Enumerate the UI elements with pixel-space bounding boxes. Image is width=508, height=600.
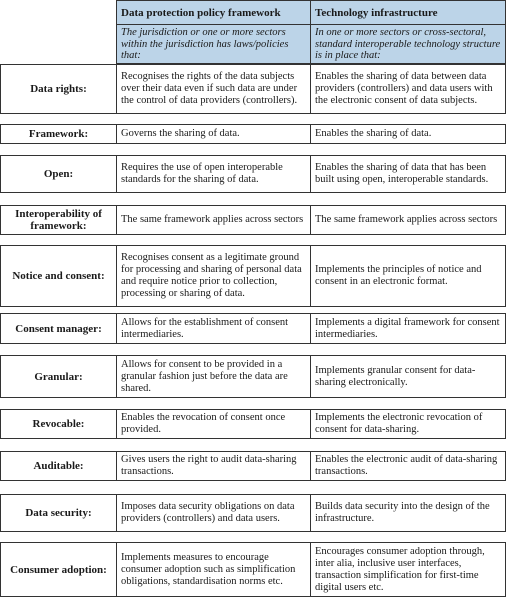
tech-cell: Implements the principles of notice and consent in an electronic format. — [310, 245, 506, 307]
table-row — [0, 124, 506, 144]
col1-subtitle: The jurisdiction or one or more sectors within the jurisdiction has laws/policies that: — [116, 24, 311, 64]
row-label: Revocable: — [0, 409, 117, 439]
row-label: Consumer adoption: — [0, 542, 117, 597]
col2-title: Technology infrastructure — [310, 0, 506, 25]
row-label: Auditable: — [0, 451, 117, 481]
row-label: Data rights: — [0, 64, 117, 114]
row-label: Data security: — [0, 494, 117, 532]
tech-cell: Enables the sharing of data that has been built using open, interoperable standards. — [310, 155, 506, 193]
policy-cell: Recognises consent as a legitimate ground for processing and sharing of personal data and require notice prior to collection, processing or sharing of data. — [116, 245, 311, 307]
tech-cell: Implements granular consent for data-sharing electronically. — [310, 355, 506, 398]
row-label: Interoperability of framework: — [0, 205, 117, 235]
row-label: Open: — [0, 155, 117, 193]
tech-cell: Implements the electronic revocation of consent for data-sharing. — [310, 409, 506, 439]
table-row — [0, 409, 506, 439]
policy-cell: Gives users the right to audit data-sharing transactions. — [116, 451, 311, 481]
table-row — [0, 155, 506, 193]
tech-cell: Enables the sharing of data. — [310, 124, 506, 144]
tech-cell: Enables the sharing of data between data providers (controllers) and data users with the electronic consent of data subjects. — [310, 64, 506, 114]
table-row — [0, 355, 506, 398]
table-row — [0, 313, 506, 344]
policy-cell: Recognises the rights of the data subjects over their data even if such data are under the control of data providers (controllers). — [116, 64, 311, 114]
col2-subtitle: In one or more sectors or cross-sectoral, standard interoperable technology structure is in place that: — [310, 24, 506, 64]
tech-cell: The same framework applies across sectors — [310, 205, 506, 235]
table-row — [0, 451, 506, 481]
header-subtitle-row — [116, 25, 506, 64]
table-row — [0, 205, 506, 235]
table-row — [0, 494, 506, 532]
policy-cell: Enables the revocation of consent once provided. — [116, 409, 311, 439]
policy-cell: Implements measures to encourage consumer adoption such as simplification obligations, standardisation norms etc. — [116, 542, 311, 597]
table-row — [0, 245, 506, 307]
policy-cell: Allows for the establishment of consent intermediaries. — [116, 313, 311, 344]
row-label: Notice and consent: — [0, 245, 117, 307]
table-row — [0, 542, 506, 597]
tech-cell: Implements a digital framework for consent intermediaries. — [310, 313, 506, 344]
col1-title: Data protection policy framework — [116, 0, 311, 25]
policy-cell: Imposes data security obligations on data providers (controllers) and data users. — [116, 494, 311, 532]
policy-cell: Allows for consent to be provided in a granular fashion just before the data are shared. — [116, 355, 311, 398]
tech-cell: Builds data security into the design of the infrastructure. — [310, 494, 506, 532]
tech-cell: Encourages consumer adoption through, inter alia, inclusive user interfaces, transaction simplification for first-time digital users etc. — [310, 542, 506, 597]
table-row — [0, 64, 506, 114]
row-label: Consent manager: — [0, 313, 117, 344]
row-label: Granular: — [0, 355, 117, 398]
row-label: Framework: — [0, 124, 117, 144]
policy-cell: The same framework applies across sectors — [116, 205, 311, 235]
policy-cell: Governs the sharing of data. — [116, 124, 311, 144]
table-header — [116, 0, 506, 64]
tech-cell: Enables the electronic audit of data-sharing transactions. — [310, 451, 506, 481]
policy-cell: Requires the use of open interoperable standards for the sharing of data. — [116, 155, 311, 193]
header-title-row — [116, 0, 506, 25]
